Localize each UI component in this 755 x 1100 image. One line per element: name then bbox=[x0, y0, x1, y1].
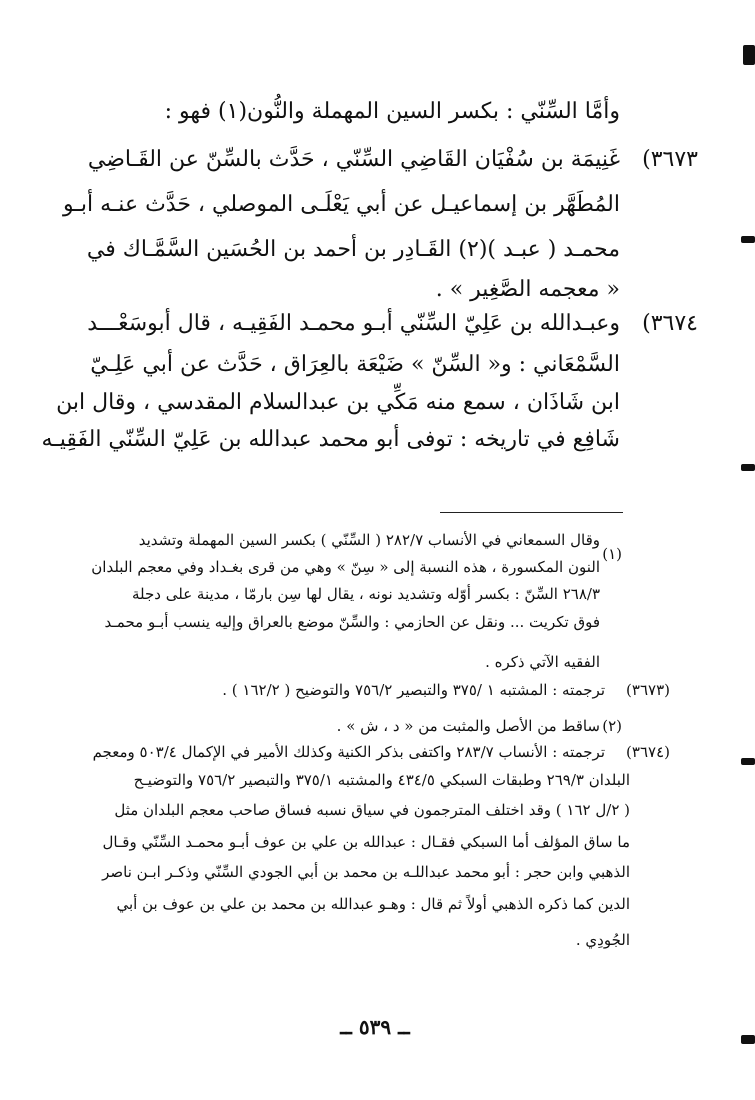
scan-edge-mark bbox=[741, 464, 755, 471]
entry-3673-line-1: غَنِيمَة بن سُفْيَان القَاضِي السِّنّي ، حَدَّث بالسِّنّ عن القَـاضِي bbox=[87, 147, 620, 172]
entry-3674-line-1: وعبـدالله بن عَلِيّ السِّنّي أبـو محمـد الفَقِيـه ، قال أبوسَعْـــد bbox=[87, 311, 620, 336]
footnote-1-number: (١) bbox=[602, 545, 622, 563]
note-3673-number: (٣٦٧٣) bbox=[626, 681, 670, 699]
entry-3673-line-2: المُطَهَّر بن إسماعيـل عن أبي يَعْلَـى الموصلي ، حَدَّث عنـه أبـو bbox=[63, 192, 620, 217]
footnote-1-line-4: فوق تكريت ... ونقل عن الحازمي : والسِّنّ موضع بالعراق وإليه ينسب أبـو محمـد bbox=[104, 613, 600, 631]
note-3674-number: (٣٦٧٤) bbox=[626, 743, 670, 761]
entry-3674-line-3: ابن شَاذَان ، سمع منه مَكِّي بن عبدالسلام المقدسي ، وقال ابن bbox=[56, 390, 620, 415]
footnote-1-line-3: ٢٦٨/٣ السِّنّ : بكسر أوّله وتشديد نونه ، يقال لها سِن بارمّا ، مدينة على دجلة bbox=[132, 585, 600, 603]
page-number: ــ ٥٣٩ ــ bbox=[340, 1015, 410, 1039]
note-3674-line-1: ترجمته : الأنساب ٢٨٣/٧ واكتفى بذكر الكنية وكذلك الأمير في الإكمال ٥٠٣/٤ ومعجم bbox=[92, 743, 605, 761]
note-3674-line-5: الذهبي وابن حجر : أبو محمد عبداللـه بن محمد بن أبي الجودي السِّنّي وذكـر ابـن ناصر bbox=[102, 863, 630, 881]
note-3674-line-2: البلدان ٢٦٩/٣ وطبقات السبكي ٤٣٤/٥ والمشتبه ٣٧٥/١ والتبصير ٧٥٦/٢ والتوضيـح bbox=[133, 771, 630, 789]
entry-number-3673: (٣٦٧٣ bbox=[642, 147, 698, 172]
note-3674-line-6: الدين كما ذكره الذهبي أولاً ثم قال : وهـو عبدالله بن محمد بن علي بن عوف بن أبي bbox=[116, 895, 630, 913]
scan-edge-mark bbox=[741, 1035, 755, 1044]
note-3673-line: ترجمته : المشتبه ١ /٣٧٥ والتبصير ٧٥٦/٢ والتوضيح ( ١٦٢/٢ ) . bbox=[222, 681, 605, 699]
scan-edge-mark bbox=[741, 236, 755, 243]
footnote-1-line-5: الفقيه الآتي ذكره . bbox=[485, 653, 600, 671]
footnote-separator bbox=[440, 512, 623, 513]
footnote-2-line: ساقط من الأصل والمثبت من « د ، ش » . bbox=[336, 717, 600, 735]
entry-3674-line-2: السَّمْعَاني : و« السِّنّ » ضَيْعَة بالعِرَاق ، حَدَّث عن أبي عَلِـيّ bbox=[90, 352, 620, 377]
footnote-1-line-2: النون المكسورة ، هذه النسبة إلى « سِنّ » وهي من قرى بغـداد وفي معجم البلدان bbox=[91, 558, 600, 576]
entry-3674-line-4: شَافِع في تاريخه : توفى أبو محمد عبدالله بن عَلِيّ السِّنّي الفَقِيـه bbox=[41, 427, 620, 452]
note-3674-line-4: ما ساق المؤلف أما السبكي فقـال : عبدالله بن علي بن عوف أبـو محمـد السِّنّي وقـال bbox=[102, 833, 630, 851]
scan-edge-mark bbox=[743, 45, 755, 65]
entry-3673-line-4: « معجمه الصَّغِير » . bbox=[435, 277, 620, 302]
entry-3673-line-3: محمـد ( عبـد )(٢) القَـادِر بن أحمد بن الحُسَين السَّمَّـاك في bbox=[86, 237, 620, 262]
note-3674-line-7: الجُودِي . bbox=[575, 931, 630, 949]
scan-edge-mark bbox=[741, 758, 755, 765]
note-3674-line-3: ( ٢/ل ١٦٢ ) وقد اختلف المترجمون في سياق نسبه فساق صاحب معجم البلدان مثل bbox=[114, 801, 630, 819]
intro-line: وأمَّا السِّنّي : بكسر السين المهملة والنُّون(١) فهو : bbox=[164, 99, 620, 124]
footnote-2-number: (٢) bbox=[602, 717, 622, 735]
footnote-1-line-1: وقال السمعاني في الأنساب ٢٨٢/٧ ( السِّنّي ) بكسر السين المهملة وتشديد bbox=[138, 531, 600, 549]
entry-number-3674: (٣٦٧٤ bbox=[642, 311, 698, 336]
